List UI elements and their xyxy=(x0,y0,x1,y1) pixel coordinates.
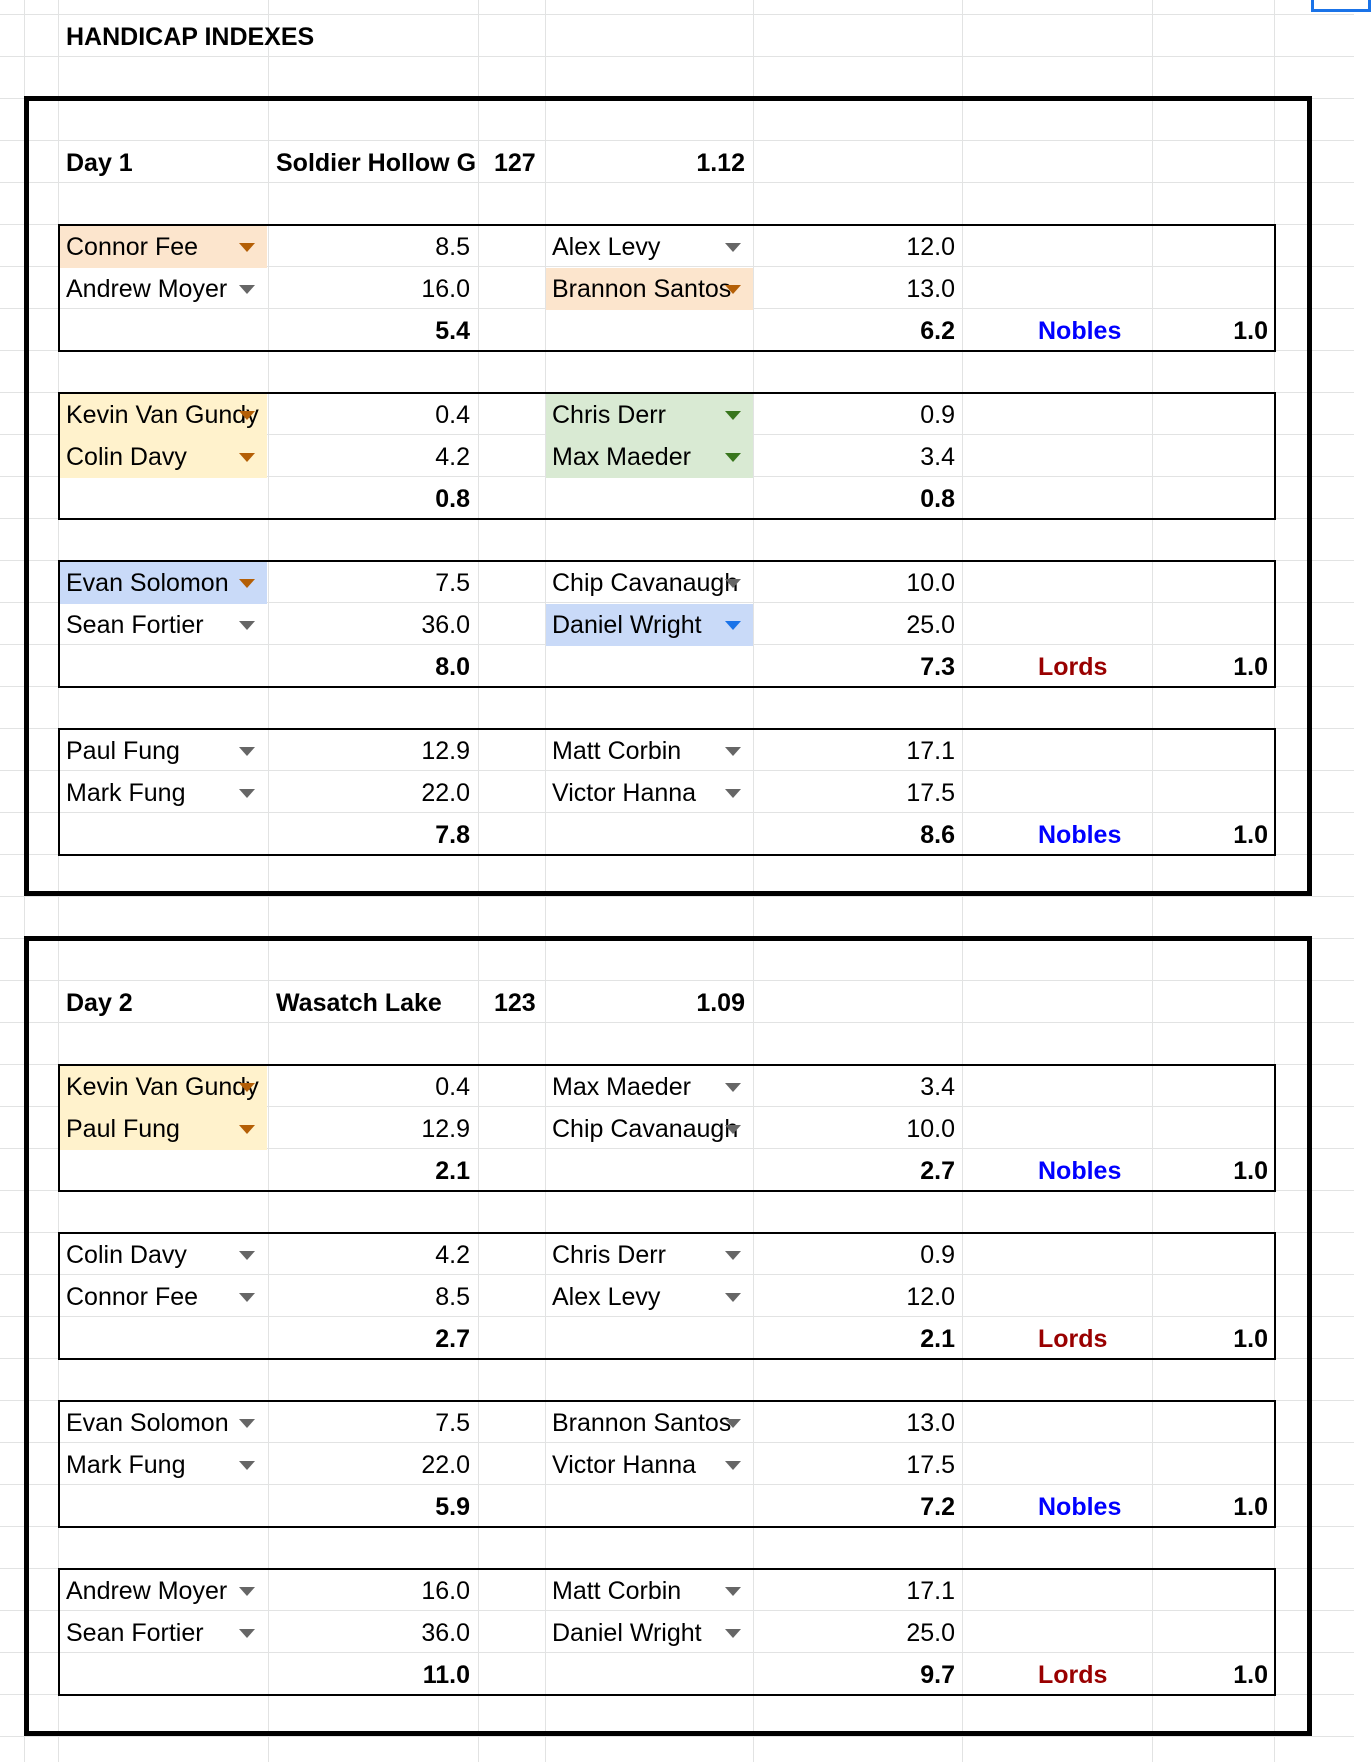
chevron-down-icon[interactable] xyxy=(725,243,741,252)
match-points[interactable]: 1.0 xyxy=(1233,1493,1268,1521)
team-handicap-total[interactable]: 2.1 xyxy=(435,1157,470,1185)
chevron-down-icon[interactable] xyxy=(239,1629,255,1638)
chevron-down-icon[interactable] xyxy=(239,411,255,420)
player-name-dropdown[interactable]: Matt Corbin xyxy=(552,1577,682,1605)
course-slope[interactable]: 123 xyxy=(494,989,536,1017)
player-name-dropdown[interactable]: Andrew Moyer xyxy=(66,1577,228,1605)
chevron-down-icon[interactable] xyxy=(725,1419,741,1428)
handicap-value[interactable]: 0.9 xyxy=(920,401,955,429)
sheet-title[interactable]: HANDICAP INDEXES xyxy=(66,23,315,51)
chevron-down-icon[interactable] xyxy=(725,411,741,420)
player-name-dropdown[interactable]: Victor Hanna xyxy=(552,1451,697,1479)
player-name-dropdown[interactable]: Connor Fee xyxy=(66,1283,199,1311)
chevron-down-icon[interactable] xyxy=(239,1587,255,1596)
handicap-value[interactable]: 12.9 xyxy=(421,737,470,765)
player-name-dropdown[interactable]: Paul Fung xyxy=(66,1115,180,1143)
player-name-dropdown[interactable]: Daniel Wright xyxy=(552,611,702,639)
chevron-down-icon[interactable] xyxy=(239,1251,255,1260)
row-gridline xyxy=(0,896,1354,897)
player-name-dropdown[interactable]: Evan Solomon xyxy=(66,569,229,597)
handicap-value[interactable]: 16.0 xyxy=(421,1577,470,1605)
winning-team-label[interactable]: Nobles xyxy=(1038,1493,1122,1521)
handicap-value[interactable]: 17.5 xyxy=(906,1451,955,1479)
handicap-value[interactable]: 12.9 xyxy=(421,1115,470,1143)
handicap-value[interactable]: 10.0 xyxy=(906,1115,955,1143)
chevron-down-icon[interactable] xyxy=(239,243,255,252)
team-handicap-total[interactable]: 7.2 xyxy=(920,1493,955,1521)
chevron-down-icon[interactable] xyxy=(725,747,741,756)
player-name-dropdown[interactable]: Brannon Santos xyxy=(552,275,732,303)
handicap-value[interactable]: 8.5 xyxy=(435,1283,470,1311)
chevron-down-icon[interactable] xyxy=(725,789,741,798)
handicap-value[interactable]: 22.0 xyxy=(421,1451,470,1479)
chevron-down-icon[interactable] xyxy=(725,453,741,462)
player-name-dropdown[interactable]: Victor Hanna xyxy=(552,779,697,807)
handicap-value[interactable]: 12.0 xyxy=(906,1283,955,1311)
team-handicap-total[interactable]: 7.8 xyxy=(435,821,470,849)
chevron-down-icon[interactable] xyxy=(239,285,255,294)
winning-team-label[interactable]: Nobles xyxy=(1038,317,1122,345)
chevron-down-icon[interactable] xyxy=(725,1587,741,1596)
handicap-value[interactable]: 4.2 xyxy=(435,443,470,471)
handicap-value[interactable]: 17.5 xyxy=(906,779,955,807)
handicap-value[interactable]: 17.1 xyxy=(906,1577,955,1605)
winning-team-label[interactable]: Lords xyxy=(1038,653,1108,681)
day-label[interactable]: Day 1 xyxy=(66,149,133,177)
handicap-value[interactable]: 8.5 xyxy=(435,233,470,261)
course-slope[interactable]: 127 xyxy=(494,149,536,177)
player-name-dropdown[interactable]: Alex Levy xyxy=(552,233,661,261)
team-handicap-total[interactable]: 7.3 xyxy=(920,653,955,681)
team-handicap-total[interactable]: 8.0 xyxy=(435,653,470,681)
handicap-value[interactable]: 3.4 xyxy=(920,443,955,471)
chevron-down-icon[interactable] xyxy=(725,621,741,630)
player-name-dropdown[interactable]: Paul Fung xyxy=(66,737,180,765)
match-points[interactable]: 1.0 xyxy=(1233,821,1268,849)
handicap-value[interactable]: 4.2 xyxy=(435,1241,470,1269)
chevron-down-icon[interactable] xyxy=(239,1461,255,1470)
player-name-dropdown[interactable]: Daniel Wright xyxy=(552,1619,702,1647)
selected-cell-indicator[interactable] xyxy=(1311,0,1371,12)
course-factor[interactable]: 1.12 xyxy=(696,149,745,177)
handicap-value[interactable]: 17.1 xyxy=(906,737,955,765)
team-handicap-total[interactable]: 2.7 xyxy=(920,1157,955,1185)
match-points[interactable]: 1.0 xyxy=(1233,1661,1268,1689)
handicap-value[interactable]: 0.9 xyxy=(920,1241,955,1269)
winning-team-label[interactable]: Nobles xyxy=(1038,821,1122,849)
player-name-dropdown[interactable]: Mark Fung xyxy=(66,1451,186,1479)
handicap-value[interactable]: 13.0 xyxy=(906,275,955,303)
team-handicap-total[interactable]: 2.1 xyxy=(920,1325,955,1353)
handicap-value[interactable]: 0.4 xyxy=(435,401,470,429)
chevron-down-icon[interactable] xyxy=(239,579,255,588)
match-points[interactable]: 1.0 xyxy=(1233,1157,1268,1185)
player-name-dropdown[interactable]: Colin Davy xyxy=(66,1241,187,1269)
player-name-dropdown[interactable]: Max Maeder xyxy=(552,443,691,471)
chevron-down-icon[interactable] xyxy=(725,1461,741,1470)
course-name[interactable]: Wasatch Lake xyxy=(276,989,442,1017)
match-points[interactable]: 1.0 xyxy=(1233,653,1268,681)
handicap-value[interactable]: 22.0 xyxy=(421,779,470,807)
chevron-down-icon[interactable] xyxy=(239,747,255,756)
player-name-dropdown[interactable]: Sean Fortier xyxy=(66,611,204,639)
player-name-dropdown[interactable]: Chris Derr xyxy=(552,401,666,429)
course-name[interactable]: Soldier Hollow G xyxy=(276,149,477,177)
team-handicap-total[interactable]: 9.7 xyxy=(920,1661,955,1689)
chevron-down-icon[interactable] xyxy=(239,1419,255,1428)
player-name-dropdown[interactable]: Chip Cavanaugh xyxy=(552,1115,739,1143)
handicap-value[interactable]: 16.0 xyxy=(421,275,470,303)
team-handicap-total[interactable]: 0.8 xyxy=(435,485,470,513)
team-handicap-total[interactable]: 6.2 xyxy=(920,317,955,345)
chevron-down-icon[interactable] xyxy=(725,285,741,294)
player-name-dropdown[interactable]: Matt Corbin xyxy=(552,737,682,765)
day-label[interactable]: Day 2 xyxy=(66,989,133,1017)
match-points[interactable]: 1.0 xyxy=(1233,317,1268,345)
winning-team-label[interactable]: Lords xyxy=(1038,1661,1108,1689)
chevron-down-icon[interactable] xyxy=(725,1083,741,1092)
player-name-dropdown[interactable]: Mark Fung xyxy=(66,779,186,807)
chevron-down-icon[interactable] xyxy=(725,1125,741,1134)
handicap-value[interactable]: 7.5 xyxy=(435,569,470,597)
player-name-dropdown[interactable]: Max Maeder xyxy=(552,1073,691,1101)
player-name-dropdown[interactable]: Chip Cavanaugh xyxy=(552,569,739,597)
chevron-down-icon[interactable] xyxy=(725,579,741,588)
player-name-dropdown[interactable]: Kevin Van Gundy xyxy=(66,401,259,429)
handicap-value[interactable]: 0.4 xyxy=(435,1073,470,1101)
handicap-value[interactable]: 7.5 xyxy=(435,1409,470,1437)
player-name-dropdown[interactable]: Andrew Moyer xyxy=(66,275,228,303)
team-handicap-total[interactable]: 5.9 xyxy=(435,1493,470,1521)
chevron-down-icon[interactable] xyxy=(725,1629,741,1638)
team-handicap-total[interactable]: 5.4 xyxy=(435,317,470,345)
chevron-down-icon[interactable] xyxy=(725,1251,741,1260)
chevron-down-icon[interactable] xyxy=(239,621,255,630)
handicap-value[interactable]: 25.0 xyxy=(906,611,955,639)
team-handicap-total[interactable]: 8.6 xyxy=(920,821,955,849)
handicap-value[interactable]: 25.0 xyxy=(906,1619,955,1647)
course-factor[interactable]: 1.09 xyxy=(696,989,745,1017)
winning-team-label[interactable]: Lords xyxy=(1038,1325,1108,1353)
player-name-dropdown[interactable]: Colin Davy xyxy=(66,443,187,471)
handicap-value[interactable]: 36.0 xyxy=(421,611,470,639)
chevron-down-icon[interactable] xyxy=(725,1293,741,1302)
player-name-dropdown[interactable]: Brannon Santos xyxy=(552,1409,732,1437)
player-name-dropdown[interactable]: Alex Levy xyxy=(552,1283,661,1311)
chevron-down-icon[interactable] xyxy=(239,789,255,798)
team-handicap-total[interactable]: 2.7 xyxy=(435,1325,470,1353)
chevron-down-icon[interactable] xyxy=(239,1293,255,1302)
player-name-dropdown[interactable]: Kevin Van Gundy xyxy=(66,1073,259,1101)
row-gridline xyxy=(0,14,1354,15)
player-name-dropdown[interactable]: Sean Fortier xyxy=(66,1619,204,1647)
row-gridline xyxy=(0,1736,1354,1737)
team-handicap-total[interactable]: 0.8 xyxy=(920,485,955,513)
handicap-value[interactable]: 12.0 xyxy=(906,233,955,261)
match-points[interactable]: 1.0 xyxy=(1233,1325,1268,1353)
player-name-dropdown[interactable]: Connor Fee xyxy=(66,233,199,261)
player-name-dropdown[interactable]: Evan Solomon xyxy=(66,1409,229,1437)
team-handicap-total[interactable]: 11.0 xyxy=(422,1661,470,1689)
handicap-value[interactable]: 3.4 xyxy=(920,1073,955,1101)
player-name-dropdown[interactable]: Chris Derr xyxy=(552,1241,666,1269)
handicap-value[interactable]: 13.0 xyxy=(906,1409,955,1437)
chevron-down-icon[interactable] xyxy=(239,453,255,462)
winning-team-label[interactable]: Nobles xyxy=(1038,1157,1122,1185)
handicap-value[interactable]: 10.0 xyxy=(906,569,955,597)
chevron-down-icon[interactable] xyxy=(239,1125,255,1134)
handicap-value[interactable]: 36.0 xyxy=(421,1619,470,1647)
chevron-down-icon[interactable] xyxy=(239,1083,255,1092)
